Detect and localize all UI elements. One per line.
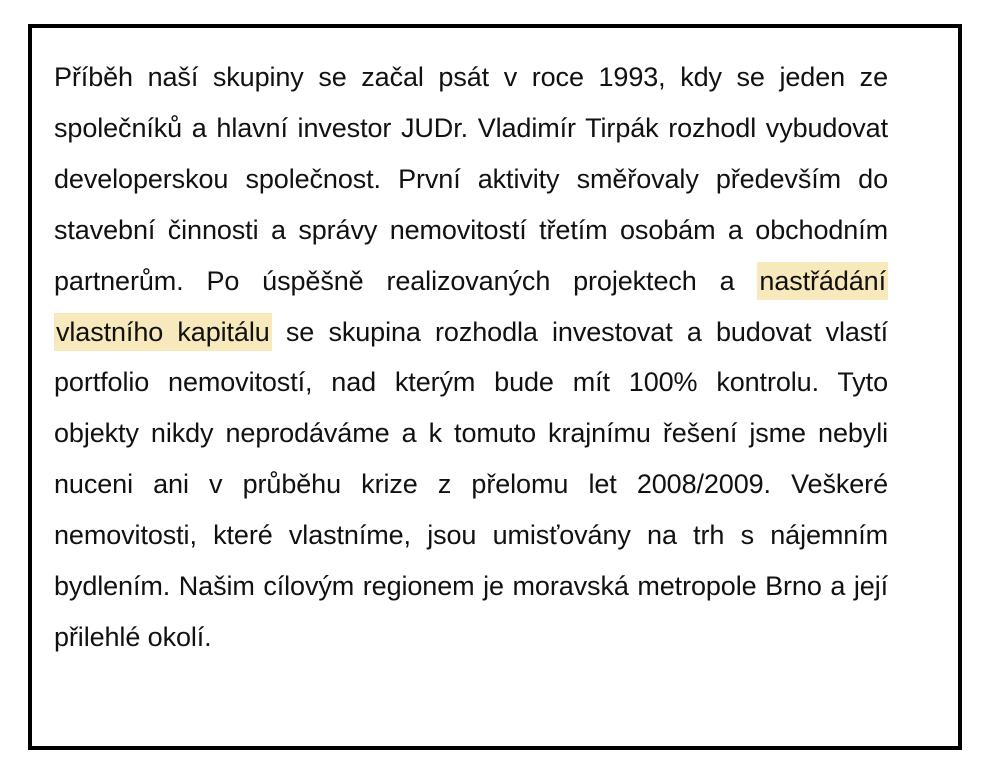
paragraph-text-end: se skupina rozhodla investovat a budovat vlastí portfolio nemovitostí, nad kterým bude mít 100% kontrolu. Tyto objekty nikdy neprodáváme a k tomuto krajnímu řešení jsme nebyli nuceni ani v průběhu krize z přelomu let 2008/2009. Veškeré nemovitosti, které vlastníme, jsou umisťovány na trh s nájemním bydlením. Našim cílovým regionem je moravská metropole Brno a její přilehlé okolí. xyxy=(54,316,888,652)
paragraph xyxy=(54,52,888,663)
paragraph-text-start: Příběh naší skupiny se začal psát v roce 1993, kdy se jeden ze společníků a hlavní investor JUDr. Vladimír Tirpák rozhodl vybudovat developerskou společnost. První aktivity směřovaly především do stavební činnosti a správy nemovitostí třetím osobám a obchodním partnerům. Po úspěšně realizovaných projektech a xyxy=(54,62,888,296)
highlighted-phrase: nastřádání vlastního kapitálu xyxy=(54,262,888,351)
text-frame xyxy=(28,24,962,750)
